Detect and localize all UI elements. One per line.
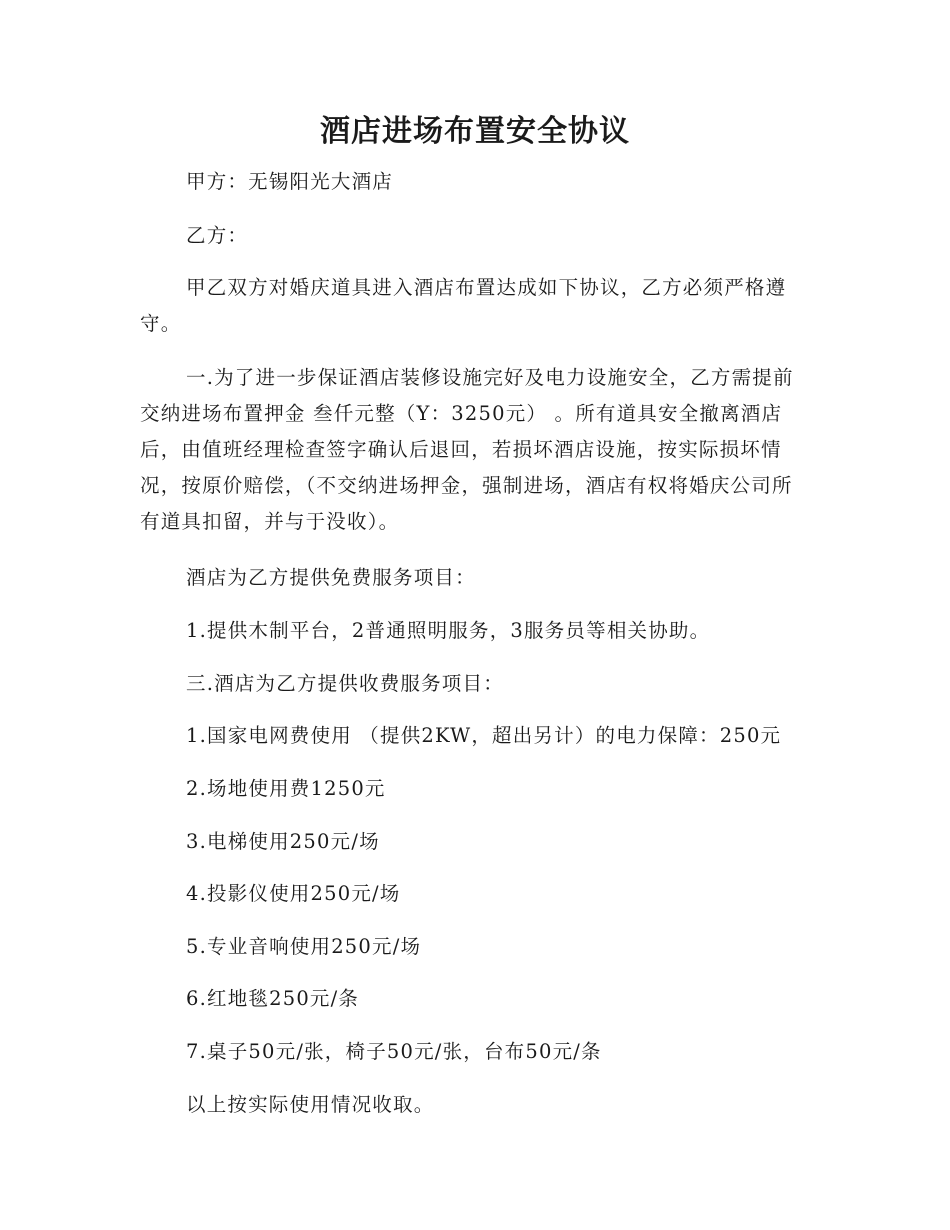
party-b: 乙方： bbox=[186, 224, 249, 247]
paid-service-item: 7.桌子50元/张，椅子50元/张，台布50元/条 bbox=[186, 1040, 602, 1063]
free-services-list: 1.提供木制平台，2普通照明服务，3服务员等相关协助。 bbox=[186, 619, 711, 642]
paid-services-heading: 三.酒店为乙方提供收费服务项目： bbox=[186, 672, 504, 695]
party-a: 甲方：无锡阳光大酒店 bbox=[186, 170, 394, 193]
paid-service-item: 2.场地使用费1250元 bbox=[186, 777, 386, 800]
paid-service-item: 4.投影仪使用250元/场 bbox=[186, 882, 401, 905]
paid-service-item: 6.红地毯250元/条 bbox=[186, 987, 360, 1010]
document-title: 酒店进场布置安全协议 bbox=[320, 114, 630, 149]
closing-note: 以上按实际使用情况收取。 bbox=[186, 1093, 435, 1116]
paid-service-item: 5.专业音响使用250元/场 bbox=[186, 935, 422, 958]
paid-service-item: 3.电梯使用250元/场 bbox=[186, 830, 380, 853]
free-services-heading: 酒店为乙方提供免费服务项目： bbox=[186, 566, 476, 589]
paid-service-item: 1.国家电网费使用 （提供2KW，超出另计）的电力保障：250元 bbox=[186, 724, 782, 747]
intro-paragraph: 甲乙双方对婚庆道具进入酒店布置达成如下协议，乙方必须严格遵守。 bbox=[140, 276, 787, 335]
clause-1-paragraph: 一.为了进一步保证酒店装修设施完好及电力设施安全，乙方需提前交纳进场布置押金 叁仟元整（Y：3250元） 。所有道具安全撤离酒店后，由值班经理检查签字确认后退回，若损坏酒店设施，按实际损坏情况，按原价赔偿，（不交纳进场押金，强制进场，酒店有权将婚庆公司所有道具扣留，并与于没收）。 bbox=[140, 366, 794, 533]
